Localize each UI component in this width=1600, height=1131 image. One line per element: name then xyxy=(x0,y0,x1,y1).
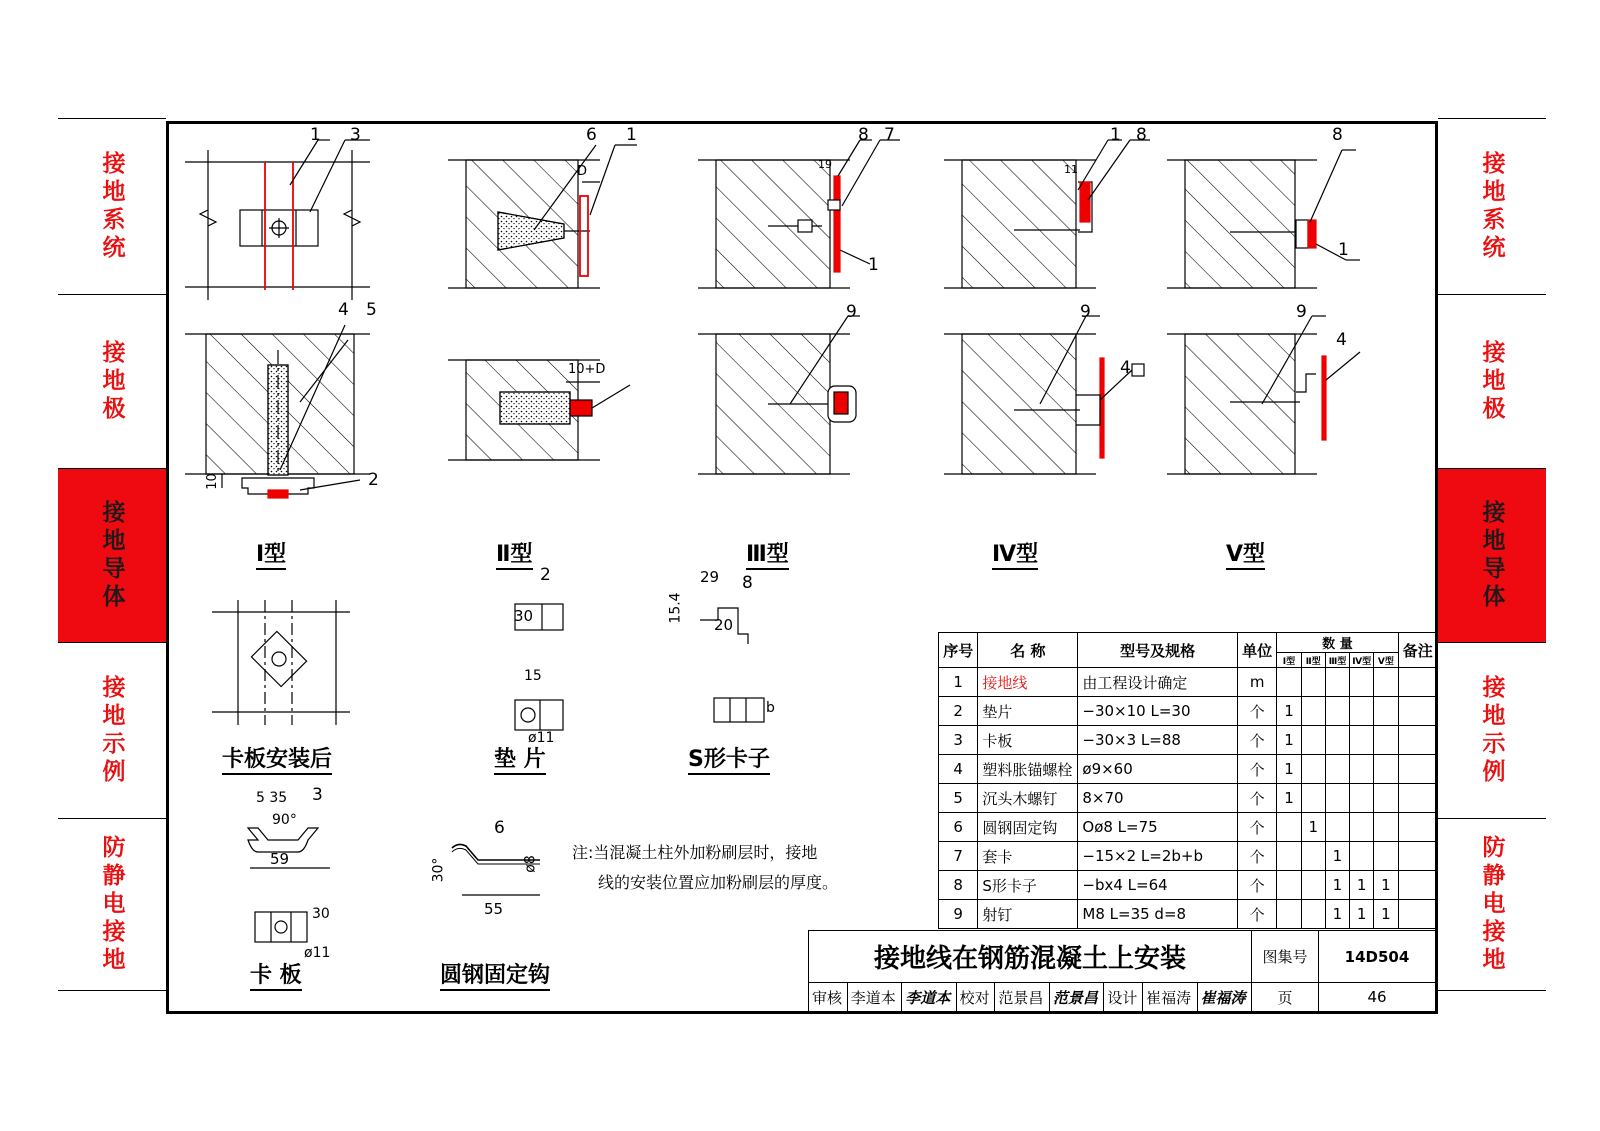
cell-qty-type4 xyxy=(1350,784,1374,813)
cell-qty-type5 xyxy=(1374,668,1398,697)
cell-qty-type4 xyxy=(1350,755,1374,784)
caption-type5: Ⅴ型 xyxy=(1226,537,1265,568)
cell-qty-type1 xyxy=(1277,871,1301,900)
cell-qty-type5 xyxy=(1374,697,1398,726)
cell-unit: 个 xyxy=(1237,784,1276,813)
type1-plan xyxy=(185,140,370,300)
callout-1: 1 xyxy=(626,125,637,145)
callout-8: 8 xyxy=(1136,125,1147,145)
cell-unit: 个 xyxy=(1237,842,1276,871)
checker-signature: 范景昌 xyxy=(1049,983,1103,1012)
cell-qty-type2 xyxy=(1301,697,1325,726)
type2-top xyxy=(448,145,637,288)
callout-3: 3 xyxy=(312,785,323,805)
cell-name: 射钉 xyxy=(978,900,1078,929)
cell-name: 塑料胀锚螺栓 xyxy=(978,755,1078,784)
cell-spec: −bx4 L=64 xyxy=(1078,871,1238,900)
cell-qty-type2: 1 xyxy=(1301,813,1325,842)
cell-qty-type5 xyxy=(1374,755,1398,784)
cell-remark xyxy=(1398,813,1437,842)
cell-qty-type1 xyxy=(1277,900,1301,929)
table-row xyxy=(939,668,1438,697)
caption-type3: Ⅲ型 xyxy=(746,537,789,568)
cell-remark xyxy=(1398,871,1437,900)
callout-1: 1 xyxy=(310,125,321,145)
cell-qty-type4: 1 xyxy=(1350,871,1374,900)
cell-qty-type4 xyxy=(1350,726,1374,755)
cell-qty-type1: 1 xyxy=(1277,755,1301,784)
table-row xyxy=(939,813,1438,842)
cell-qty-type5: 1 xyxy=(1374,871,1398,900)
dim-29: 29 xyxy=(700,568,720,586)
dim-10-plus-d: 10+D xyxy=(568,362,606,377)
qty-sub-3: Ⅲ型 xyxy=(1325,653,1349,668)
type5-bottom xyxy=(1167,316,1360,474)
cell-qty-type1: 1 xyxy=(1277,726,1301,755)
cell-name: 卡板 xyxy=(978,726,1078,755)
cell-qty-type3 xyxy=(1325,784,1349,813)
callout-7: 7 xyxy=(884,125,895,145)
dim-19: 19 xyxy=(818,158,832,171)
note-line-1: 注:当混凝土柱外加粉刷层时，接地 xyxy=(572,843,818,862)
left-nav-label: 接地极 xyxy=(98,339,125,424)
dim-phi8: ø8 xyxy=(522,855,539,873)
table-header-row xyxy=(939,633,1438,653)
type4-bottom xyxy=(944,316,1144,474)
materials-table xyxy=(938,632,1438,929)
designer-signature: 崔福涛 xyxy=(1197,983,1251,1012)
cell-qty-type3 xyxy=(1325,697,1349,726)
table-row xyxy=(939,900,1438,929)
callout-9: 9 xyxy=(846,302,857,322)
atlas-number: 14D504 xyxy=(1319,931,1436,983)
cell-name: 接地线 xyxy=(978,668,1078,697)
caption-round-hook: 圆钢固定钩 xyxy=(440,958,550,989)
clamp-detail-drawing xyxy=(248,828,330,942)
clamp-installed-drawing xyxy=(212,600,350,725)
cell-no: 4 xyxy=(939,755,978,784)
cell-qty-type5 xyxy=(1374,726,1398,755)
cell-name: 套卡 xyxy=(978,842,1078,871)
cell-qty-type1 xyxy=(1277,842,1301,871)
weld-symbol-4: 4 xyxy=(1336,330,1347,350)
reviewer-signature: 李道本 xyxy=(902,983,956,1012)
cell-qty-type3: 1 xyxy=(1325,871,1349,900)
dim-b: b xyxy=(766,700,775,716)
dim-15: 15 xyxy=(524,668,542,684)
cell-remark xyxy=(1398,784,1437,813)
dim-10: 10 xyxy=(204,473,220,490)
caption-clamp-installed: 卡板安装后 xyxy=(222,742,332,773)
materials-table-body xyxy=(939,668,1438,929)
check-label: 校对 xyxy=(956,983,995,1012)
drawing-title: 接地线在钢筋混凝土上安装 xyxy=(809,931,1252,983)
cell-qty-type3 xyxy=(1325,755,1349,784)
cell-qty-type4: 1 xyxy=(1350,900,1374,929)
table-row xyxy=(939,755,1438,784)
callout-2: 2 xyxy=(540,565,551,585)
left-nav-label: 接地导体 xyxy=(98,499,125,612)
right-nav-label: 接地系统 xyxy=(1478,150,1505,263)
cell-qty-type2 xyxy=(1301,842,1325,871)
header-name: 名 称 xyxy=(978,633,1078,668)
table-row xyxy=(939,842,1438,871)
callout-1: 1 xyxy=(1338,240,1349,260)
qty-sub-1: Ⅰ型 xyxy=(1277,653,1301,668)
cell-qty-type1: 1 xyxy=(1277,784,1301,813)
callout-6: 6 xyxy=(494,818,505,838)
cell-name: 圆钢固定钩 xyxy=(978,813,1078,842)
cell-qty-type5 xyxy=(1374,813,1398,842)
caption-type1: Ⅰ型 xyxy=(256,537,286,568)
dim-59: 59 xyxy=(270,850,290,868)
table-row xyxy=(939,726,1438,755)
cell-no: 1 xyxy=(939,668,978,697)
design-label: 设计 xyxy=(1104,983,1143,1012)
header-spec: 型号及规格 xyxy=(1078,633,1238,668)
right-nav-label: 接地导体 xyxy=(1478,499,1505,612)
callout-1: 1 xyxy=(1110,125,1121,145)
review-label: 审核 xyxy=(809,983,848,1012)
cell-qty-type4 xyxy=(1350,668,1374,697)
cell-qty-type3 xyxy=(1325,726,1349,755)
cell-no: 5 xyxy=(939,784,978,813)
cell-qty-type2 xyxy=(1301,784,1325,813)
cell-spec: −30×3 L=88 xyxy=(1078,726,1238,755)
callout-8: 8 xyxy=(742,573,753,593)
dim-55: 55 xyxy=(484,900,504,918)
cell-remark xyxy=(1398,842,1437,871)
cell-spec: 由工程设计确定 xyxy=(1078,668,1238,697)
caption-clamp-plate: 卡 板 xyxy=(250,958,302,989)
weld-symbol-4: 4 xyxy=(1120,358,1131,378)
cell-qty-type4 xyxy=(1350,813,1374,842)
right-nav-label: 接地示例 xyxy=(1478,674,1505,787)
cell-qty-type3 xyxy=(1325,668,1349,697)
table-row xyxy=(939,871,1438,900)
cell-name: S形卡子 xyxy=(978,871,1078,900)
cell-name: 垫片 xyxy=(978,697,1078,726)
dim-d: D xyxy=(577,164,588,179)
page-number: 46 xyxy=(1319,983,1436,1012)
cell-spec: −30×10 L=30 xyxy=(1078,697,1238,726)
type4-top xyxy=(944,140,1150,288)
cell-remark xyxy=(1398,697,1437,726)
cell-remark xyxy=(1398,668,1437,697)
caption-s-clip: S形卡子 xyxy=(688,742,770,773)
cell-qty-type2 xyxy=(1301,900,1325,929)
cell-unit: 个 xyxy=(1237,871,1276,900)
header-remark: 备注 xyxy=(1398,633,1437,668)
cell-unit: m xyxy=(1237,668,1276,697)
cell-spec: −15×2 L=2b+b xyxy=(1078,842,1238,871)
cell-no: 7 xyxy=(939,842,978,871)
cell-qty-type1 xyxy=(1277,668,1301,697)
cell-qty-type4 xyxy=(1350,842,1374,871)
cell-spec: Oø8 L=75 xyxy=(1078,813,1238,842)
callout-6: 6 xyxy=(586,125,597,145)
cell-spec: M8 L=35 d=8 xyxy=(1078,900,1238,929)
cell-no: 3 xyxy=(939,726,978,755)
cell-unit: 个 xyxy=(1237,697,1276,726)
dim-30-deg: 30° xyxy=(430,857,447,883)
dim-30: 30 xyxy=(514,607,534,625)
cell-qty-type5 xyxy=(1374,842,1398,871)
dim-20: 20 xyxy=(714,616,734,634)
reviewer-name: 李道本 xyxy=(847,983,901,1012)
callout-5: 5 xyxy=(366,300,377,320)
qty-sub-2: Ⅱ型 xyxy=(1301,653,1325,668)
callout-9: 9 xyxy=(1296,302,1307,322)
table-row xyxy=(939,784,1438,813)
type3-bottom xyxy=(698,316,860,474)
type1-section xyxy=(185,325,370,498)
cell-qty-type1: 1 xyxy=(1277,697,1301,726)
right-nav-label: 接地极 xyxy=(1478,339,1505,424)
caption-type4: Ⅳ型 xyxy=(992,537,1038,568)
cell-unit: 个 xyxy=(1237,813,1276,842)
left-nav-label: 接地示例 xyxy=(98,674,125,787)
cell-qty-type2 xyxy=(1301,755,1325,784)
dim-phi11: ø11 xyxy=(528,730,555,746)
cell-qty-type3: 1 xyxy=(1325,900,1349,929)
cell-qty-type2 xyxy=(1301,871,1325,900)
callout-2: 2 xyxy=(368,470,379,490)
cell-qty-type4 xyxy=(1350,697,1374,726)
atlas-label: 图集号 xyxy=(1252,931,1319,983)
page-label: 页 xyxy=(1252,983,1319,1012)
cell-unit: 个 xyxy=(1237,755,1276,784)
cell-no: 9 xyxy=(939,900,978,929)
cell-spec: ø9×60 xyxy=(1078,755,1238,784)
cell-spec: 8×70 xyxy=(1078,784,1238,813)
checker-name: 范景昌 xyxy=(995,983,1049,1012)
right-nav-label: 防静电接地 xyxy=(1478,834,1505,975)
cell-qty-type1 xyxy=(1277,813,1301,842)
caption-type2: Ⅱ型 xyxy=(496,537,533,568)
left-nav-label: 防静电接地 xyxy=(98,834,125,975)
cell-qty-type3 xyxy=(1325,813,1349,842)
title-block xyxy=(808,930,1436,1012)
installation-note xyxy=(572,838,838,898)
cell-unit: 个 xyxy=(1237,726,1276,755)
dim-5-35: 5 35 xyxy=(256,790,288,806)
callout-4: 4 xyxy=(338,300,349,320)
callout-8: 8 xyxy=(1332,125,1343,145)
dim-phi11: ø11 xyxy=(304,945,331,961)
dim-15-4: 15.4 xyxy=(667,592,684,624)
dim-30: 30 xyxy=(312,906,330,922)
callout-1: 1 xyxy=(868,255,879,275)
cell-no: 6 xyxy=(939,813,978,842)
note-line-2: 线的安装位置应加粉刷层的厚度。 xyxy=(598,873,839,892)
left-nav-label: 接地系统 xyxy=(98,150,125,263)
header-qty: 数 量 xyxy=(1277,633,1398,653)
cell-unit: 个 xyxy=(1237,900,1276,929)
qty-sub-4: Ⅳ型 xyxy=(1350,653,1374,668)
table-row xyxy=(939,697,1438,726)
qty-sub-5: Ⅴ型 xyxy=(1374,653,1398,668)
callout-3: 3 xyxy=(350,125,361,145)
header-no: 序号 xyxy=(939,633,978,668)
cell-name: 沉头木螺钉 xyxy=(978,784,1078,813)
cell-remark xyxy=(1398,726,1437,755)
cell-qty-type2 xyxy=(1301,668,1325,697)
type5-top xyxy=(1167,150,1360,288)
dim-90-deg: 90° xyxy=(272,812,297,828)
cell-no: 2 xyxy=(939,697,978,726)
header-unit: 单位 xyxy=(1237,633,1276,668)
cell-qty-type2 xyxy=(1301,726,1325,755)
dim-11: 11 xyxy=(1064,163,1078,176)
cell-qty-type3: 1 xyxy=(1325,842,1349,871)
cell-qty-type5: 1 xyxy=(1374,900,1398,929)
cell-qty-type5 xyxy=(1374,784,1398,813)
cell-no: 8 xyxy=(939,871,978,900)
callout-8: 8 xyxy=(858,125,869,145)
callout-9: 9 xyxy=(1080,302,1091,322)
caption-gasket: 垫 片 xyxy=(494,742,546,773)
cell-remark xyxy=(1398,755,1437,784)
designer-name: 崔福涛 xyxy=(1143,983,1197,1012)
cell-remark xyxy=(1398,900,1437,929)
